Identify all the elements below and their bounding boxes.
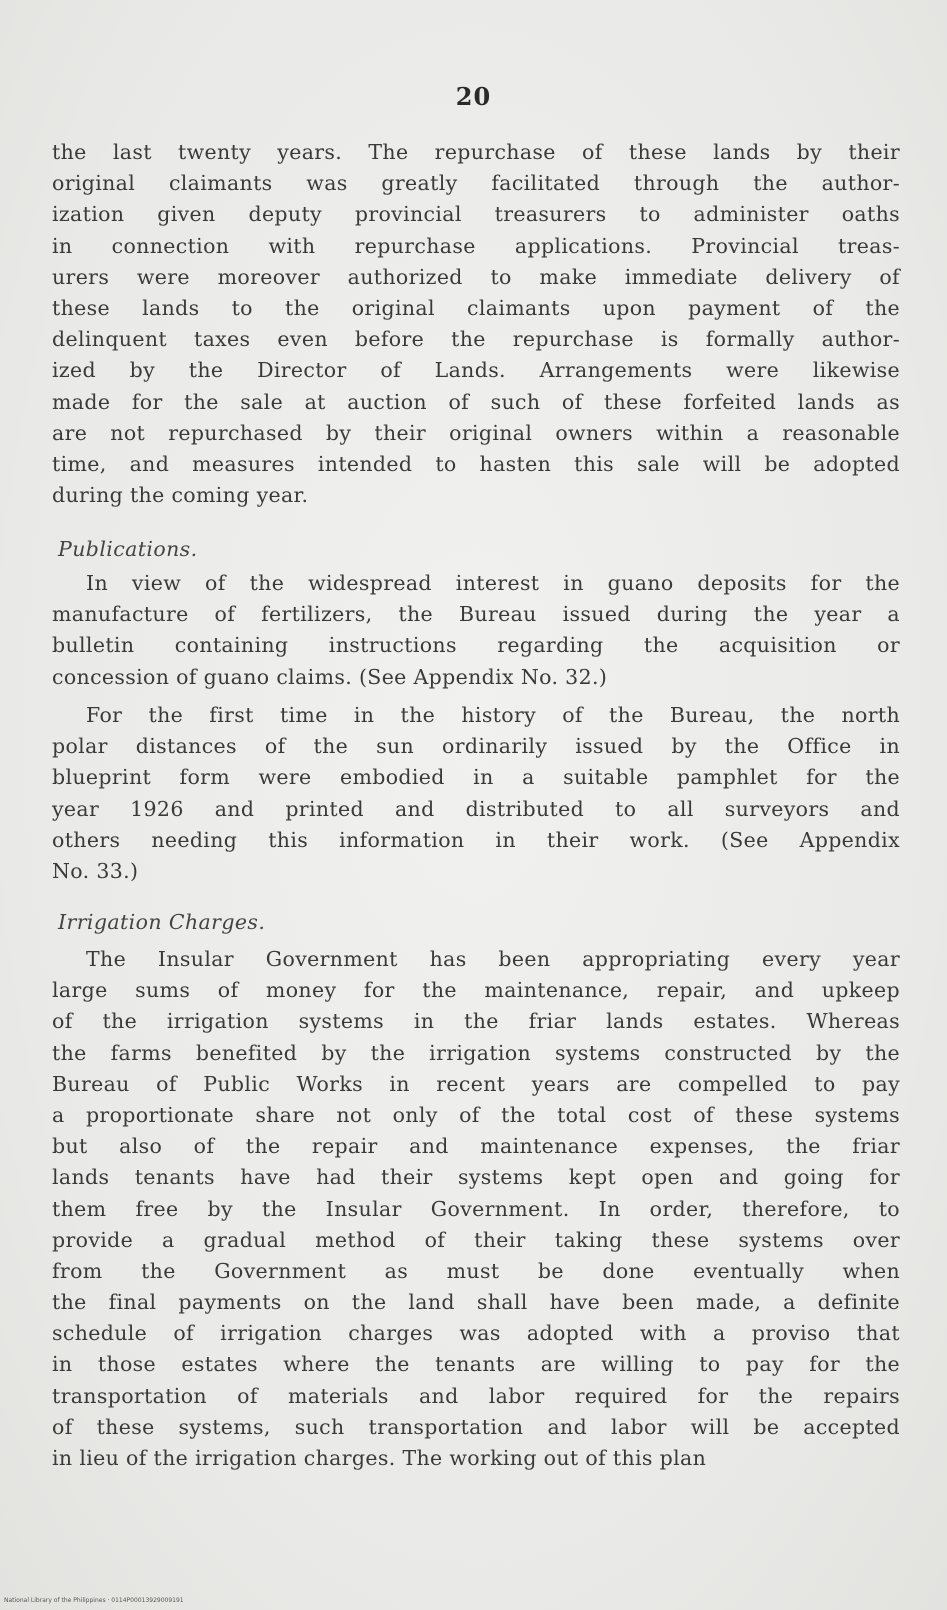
text-line: In view of the widespread interest in guano deposits for the — [86, 571, 900, 595]
text-line: the farms benefited by the irrigation systems constructed by the — [52, 1040, 900, 1065]
text-line: The Insular Government has been appropriating every year — [86, 947, 900, 971]
text-line: Bureau of Public Works in recent years are compelled to pay — [52, 1071, 900, 1096]
text-line: urers were moreover authorized to make immediate delivery of — [52, 264, 900, 289]
text-line: ization given deputy provincial treasurers to administer oaths — [52, 202, 900, 227]
text-line: ized by the Director of Lands. Arrangements were likewise — [52, 358, 900, 383]
page-number: 20 — [455, 82, 492, 111]
text-line: year 1926 and printed and distributed to all surveyors and — [52, 796, 900, 821]
text-line: lands tenants have had their systems kept open and going for — [52, 1165, 900, 1190]
text-line: from the Government as must be done eventually when — [52, 1258, 900, 1283]
text-line: but also of the repair and maintenance expenses, the friar — [52, 1134, 900, 1159]
paragraph-repurchase — [52, 137, 900, 511]
text-line: of these systems, such transportation and labor will be accepted — [52, 1414, 900, 1439]
text-line: For the first time in the history of the Bureau, the north — [86, 703, 900, 727]
text-line: others needing this information in their work. (See Appendix — [52, 827, 900, 852]
text-line: No. 33.) — [52, 858, 139, 883]
text-line: in lieu of the irrigation charges. The working out of this plan — [52, 1446, 707, 1470]
text-line: blueprint form were embodied in a suitable pamphlet for the — [52, 765, 900, 790]
text-line: the final payments on the land shall have been made, a definite — [52, 1290, 900, 1315]
text-line: schedule of irrigation charges was adopted with a proviso that — [52, 1321, 900, 1346]
text-line: provide a gradual method of their taking these systems over — [52, 1227, 900, 1252]
text-line: large sums of money for the maintenance, repair, and upkeep — [52, 978, 900, 1003]
text-line: of the irrigation systems in the friar lands estates. Whereas — [52, 1009, 900, 1034]
text-line: original claimants was greatly facilitated through the author- — [52, 171, 900, 196]
text-line: transportation of materials and labor required for the repairs — [52, 1383, 900, 1408]
text-line: made for the sale at auction of such of these forfeited lands as — [52, 389, 900, 414]
text-line: polar distances of the sun ordinarily issued by the Office in — [52, 734, 900, 759]
text-line: manufacture of fertilizers, the Bureau issued during the year a — [52, 602, 900, 627]
text-line: a proportionate share not only of the total cost of these systems — [52, 1102, 900, 1127]
text-line: during the coming year. — [52, 483, 309, 508]
heading-irrigation-charges: Irrigation Charges. — [58, 910, 266, 934]
text-line: them free by the Insular Government. In order, therefore, to — [52, 1196, 900, 1221]
paragraph-guano — [52, 568, 900, 693]
heading-publications: Publications. — [58, 537, 198, 561]
text-line: the last twenty years. The repurchase of these lands by their — [52, 140, 900, 164]
text-line: bulletin containing instructions regarding the acquisition or — [52, 633, 900, 658]
text-line: are not repurchased by their original owners within a reasonable — [52, 420, 900, 445]
paragraph-polar-distances — [52, 700, 900, 887]
text-line: concession of guano claims. (See Appendix No. 32.) — [52, 664, 608, 689]
text-line: time, and measures intended to hasten this sale will be adopted — [52, 451, 900, 476]
text-line: in connection with repurchase applications. Provincial treas- — [52, 233, 900, 258]
text-line: in those estates where the tenants are willing to pay for the — [52, 1352, 900, 1377]
text-line: delinquent taxes even before the repurchase is formally author- — [52, 327, 900, 352]
footer-library-note: National Library of the Philippines · 0114P00013929009191 — [4, 1597, 184, 1604]
text-line: these lands to the original claimants upon payment of the — [52, 295, 900, 320]
paragraph-irrigation — [52, 944, 900, 1474]
